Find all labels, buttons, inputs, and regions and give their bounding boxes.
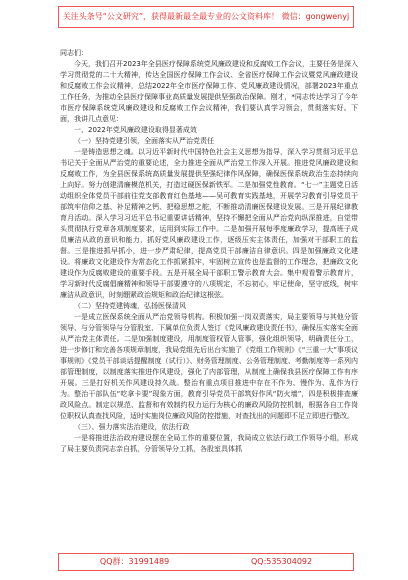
subsection-paragraph-3: 一是将推进法治政府建设摆在全局工作的重要位置，我局成立依法行政工作领导小组，形成了局主要负责同志亲自抓，分管领导分工抓，各股室具体抓 xyxy=(60,434,358,453)
subsection-paragraph-2: 一是成立医保系统全面从严治党领导机构。积极加强一岗双责落实，局主要领导与其他分管领导、与分管领导与分管股室、下属单位负责人签订《党风廉政建设责任书》，确保压实落实全面从严治党主体责任。二是加强制度建设，用制度管权管人管事，强化组织领导，明确责任分工，进一步修订和完善各项规章制度，我局党组先后出台实施了《党组工作规则》《“三重一大”事项议事规则》《党员干部谈话提醒制度（试行）》、财务管理制度、公务管理制度、考勤制度等一系列内部管理制度，以制度落实推进作风建设，强化了内部管理，从制度上确保我县医疗保障工作有序开展。三是打好机关作风建设持久战。整治有重点项目推进中存在不作为、慢作为、乱作为行为。整治干部队伍“吃拿卡要”现象方面，教育引导党员干部筑好作风“防火墙”，四是积极排查廉政风险点。制定以规范、监督和有效制约权力运行为核心的廉政风险防控机制，根据各自工作岗位职权认真查找风险，适时实施岗位廉政风险防控措施，对查找出的问题即不足立即进行整改。 xyxy=(60,313,358,420)
qq-contact-text: QQ:535304092 xyxy=(250,557,313,566)
document-body xyxy=(60,48,358,455)
bottom-contact-banner xyxy=(58,553,354,571)
subsection-heading-1: （一）坚持党建引领，全面落实从严治党责任 xyxy=(74,137,214,145)
top-promo-banner: 关注头条号“公文研究”，获得最新最全最专业的公文资料库！ 微信：gongwenyj xyxy=(58,6,354,28)
salutation: 同志们： xyxy=(60,49,88,57)
subsection-heading-2: （二）坚持党建铸魂，弘扬医保清风 xyxy=(74,302,186,310)
qq-group-text: QQ群：31991489 xyxy=(99,557,170,566)
subsection-paragraph-1: 一是铸造思想之魂。以习近平新时代中国特色社会主义思想为指导，深入学习贯彻习近平总书记关于全面从严治党的重要论述，全力推进全面从严治党工作深入开展。推进党风廉政建设和反腐败工作，为全县医保系统高质量发展提供坚强纪律作风保障，确保医保系统政治生态持续向上向好。努力创建清廉模范机关，打造过硬医保新铁军。二是加强党性教育。“七一”主题党日活动组织全体党员干部前往党支部教育红色基地——吴可教育实践基地，开展学习教育引导党员干部筑牢信仰之基、补足精神之钙、把稳思想之舵，不断推动清廉医保建设发展。三是开展纪律教育月活动。深入学习习近平总书记重要讲话精神，坚持不懈把全面从严治党向纵深推进，自觉带头贯彻执行党章各项制度要求，运用到实际工作中。二是加强开展每季度廉政学习，提高班子成员廉洁从政的意识和能力，抓好党风廉政建设工作，逐级压实主体责任，加强对干部职工的监督。三是推进抓早抓小，进一步严肃纪律，提高党员干部廉洁自律意识。四是加强廉政文化建设。将廉政文化建设作为常态化工作抓紧抓牢，牢固树立宣传也是监督的工作理念，把廉政文化建设作为反腐败建设的重要手段。五是开展全局干部职工警示教育大会。集中观看警示教育片，学习新时代反腐倡廉精神和领导干部要遵守的八项规定，不忘初心，牢记使命，坚守底线，树牢廉洁从政意识，时刻绷紧政治规矩和政治纪律这根弦。 xyxy=(60,148,358,299)
opening-paragraph: 今天，我们召开2023年全县医疗保障系统党风廉政建设和反腐败工作会议，主要任务是深入学习贯彻党的二十大精神，传达全国医疗保障工作会议、全省医疗保障工作会议暨党风廉政建设和反腐败工作会议精神，总结2022年全市医疗保障工作、党风廉政建设情况，部署2023年重点工作任务，为推动全县医疗保障事业高质量发展提供坚强政治保障。刚才，*同志传达学习了今年市医疗保障系统党风廉政建设和反腐败工作会议精神，我们要认真学习领会，贯彻落实好。下面，我讲几点意见： xyxy=(60,60,358,123)
subsection-heading-3: （三）、强力落实法治建设，依法行政 xyxy=(74,423,190,431)
section-heading-1: 一、2022年党风廉政建设取得显著成效 xyxy=(74,126,197,134)
